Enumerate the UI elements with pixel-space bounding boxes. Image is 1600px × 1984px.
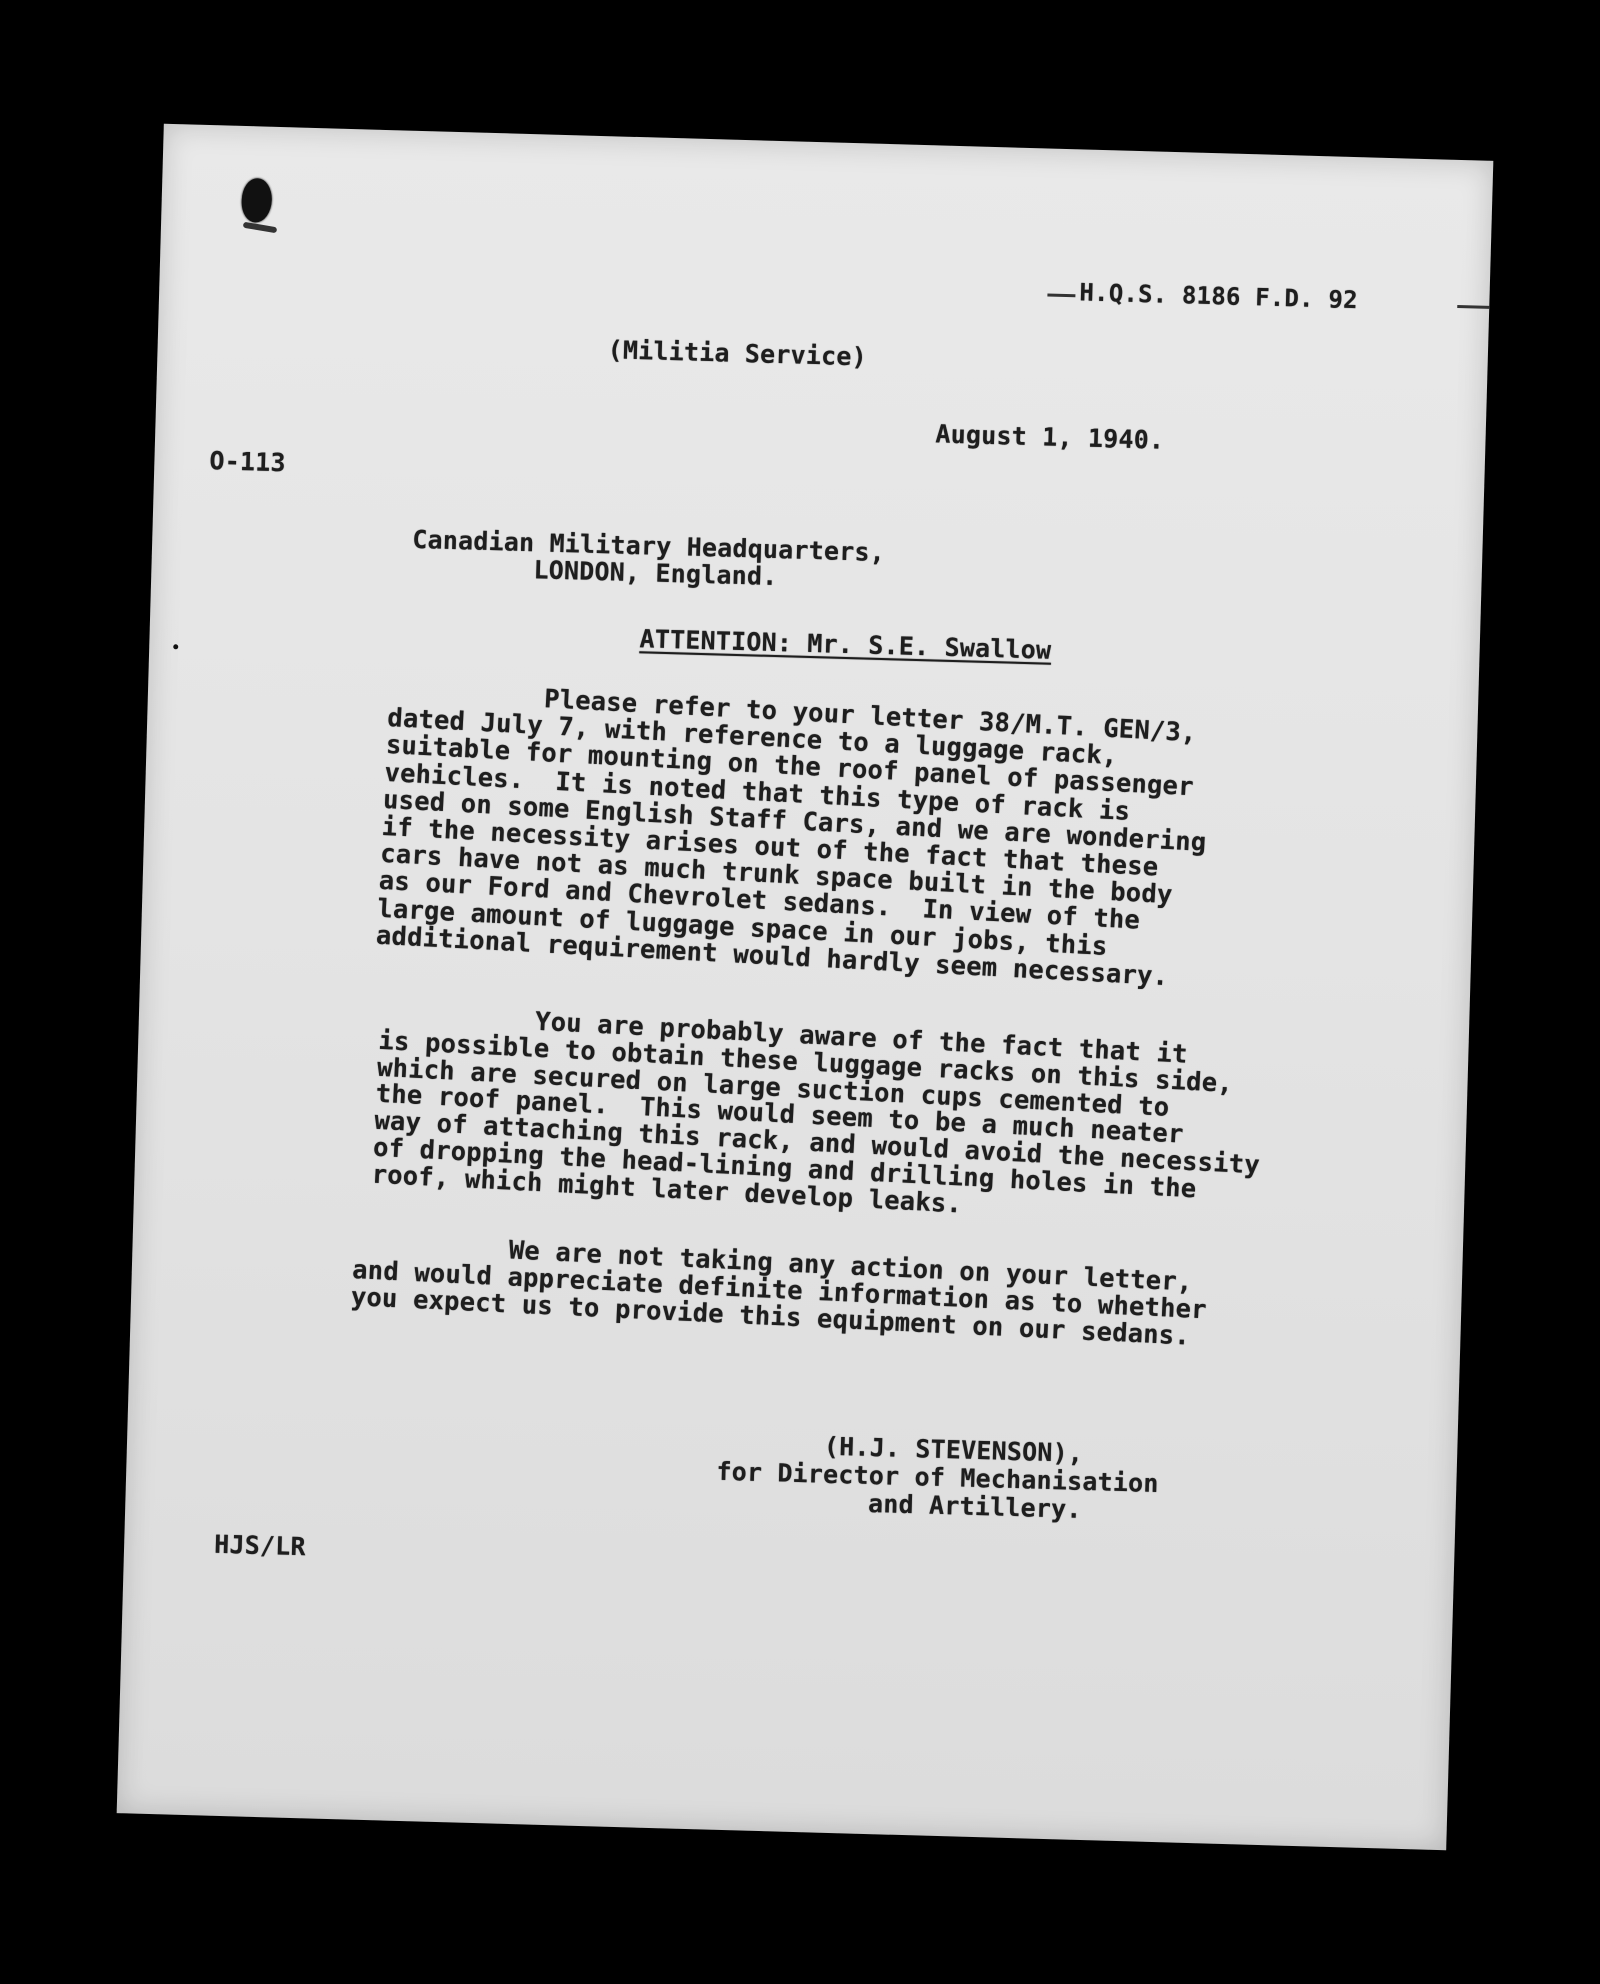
file-reference: H.Q.S. 8186 F.D. 92 bbox=[1079, 278, 1359, 315]
body-paragraph-3: We are not taking any action on your letter, and would appreciate definite information as to whether you expect us to provide this equipment on our sedans. bbox=[319, 1226, 1208, 1352]
signature-block: (H.J. STEVENSON), for Director of Mechanisation and Artillery. bbox=[715, 1428, 1159, 1524]
body-paragraph-1: Please refer to your letter 38/M.T. GEN/3, dated July 7, with reference to a luggage rack, suitable for mounting on the roof panel of passenger vehicles. It is noted that this type of rack is used on some English Staff Cars, and we are wondering if the necessity arises out of the fact that these cars have not as much trunk space built in the body as our Ford and Chevrolet sedans. In view of the large amount of luggage space in our jobs, this additional requirement would hardly seem necessary. bbox=[344, 674, 1208, 993]
service-heading: (Militia Service) bbox=[607, 335, 868, 372]
file-reference-dash-left bbox=[1047, 293, 1075, 297]
typist-initials: HJS/LR bbox=[213, 1529, 307, 1562]
file-reference-dash-right bbox=[1457, 305, 1489, 309]
smudge-dot bbox=[173, 644, 178, 649]
letter-page bbox=[117, 124, 1494, 1850]
addressee-block: Canadian Military Headquarters, LONDON, England. bbox=[411, 524, 886, 592]
letter-date: August 1, 1940. bbox=[935, 419, 1165, 455]
attention-line: ATTENTION: Mr. S.E. Swallow bbox=[639, 624, 1052, 665]
ink-stroke-mark bbox=[243, 222, 278, 234]
ink-blot-mark bbox=[241, 178, 272, 223]
body-paragraph-2: You are probably aware of the fact that it is possible to obtain these luggage racks on this side, which are secured on large suction cups cemented to the roof panel. This would seem to be a much neater way of attaching this rack, and would avoid the necessity of dropping the head-lining and drilling holes in the roof, which might later develop leaks. bbox=[339, 997, 1261, 1220]
file-number: O-113 bbox=[209, 446, 287, 478]
